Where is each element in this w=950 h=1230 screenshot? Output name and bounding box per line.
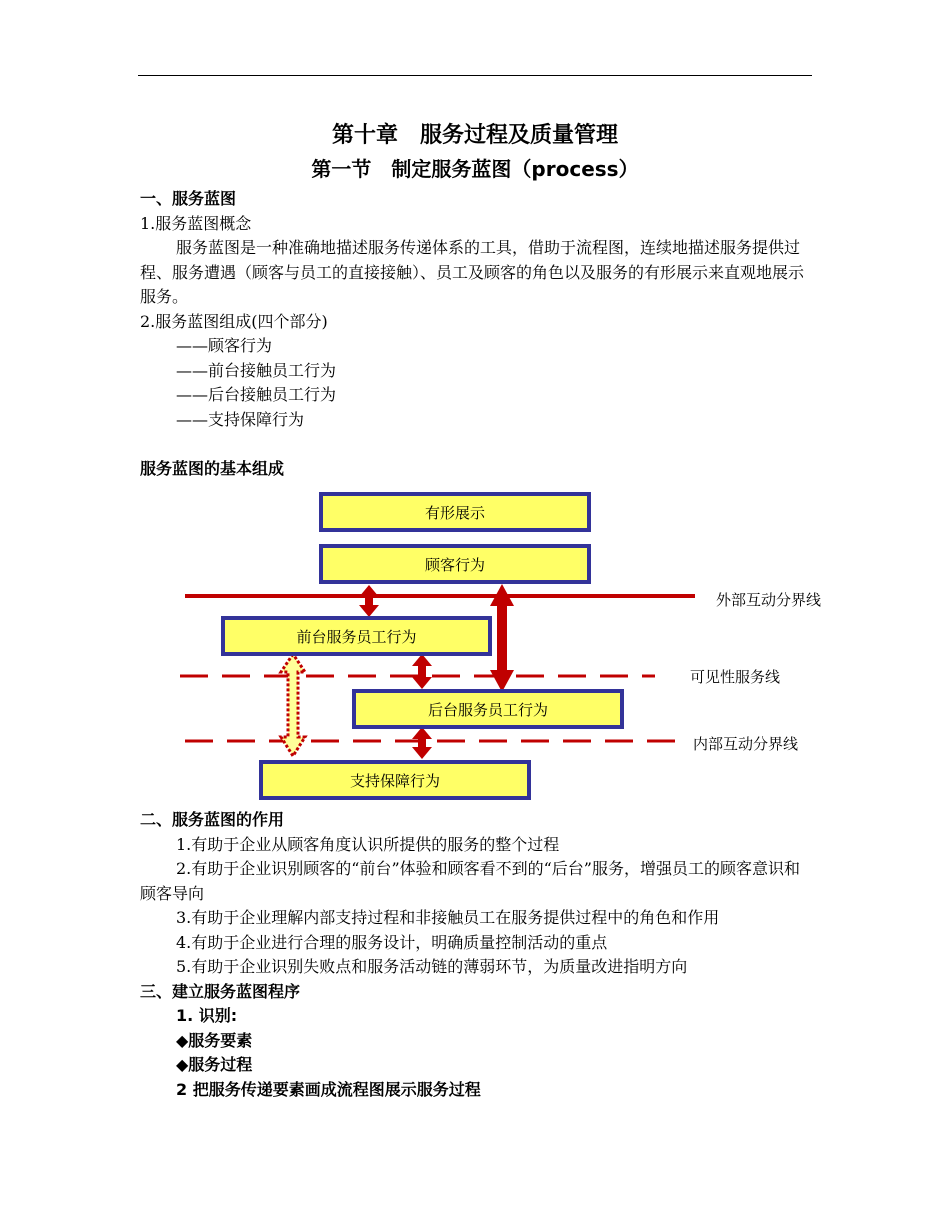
arrow-back-support bbox=[412, 727, 432, 759]
box-back-stage: 后台服务员工行为 bbox=[352, 689, 624, 729]
part-customer: ——顾客行为 bbox=[176, 336, 273, 355]
box-physical-evidence: 有形展示 bbox=[319, 492, 591, 532]
arrow-front-support-dotted bbox=[281, 654, 305, 756]
s1-paragraph: 服务蓝图是一种准确地描述服务传递体系的工具，借助于流程图，连续地描述服务提供过程、服务遭遇（顾客与员工的直接接触）、员工及顾客的角色以及服务的有形展示来直观地展示服务。 bbox=[140, 238, 805, 306]
s2-item2: 2.有助于企业识别顾客的“前台”体验和顾客看不到的“后台”服务，增强员工的顾客意识和顾客导向 bbox=[140, 859, 800, 903]
arrow-customer-front bbox=[359, 585, 379, 617]
s2-item1: 1.有助于企业从顾客角度认识所提供的服务的整个过程 bbox=[176, 834, 560, 854]
label-interaction-line: 外部互动分界线 bbox=[716, 591, 822, 609]
label-visibility-line: 可见性服务线 bbox=[690, 668, 781, 686]
section-title: 第一节 制定服务蓝图（process） bbox=[311, 157, 639, 181]
s1-item2: 2.服务蓝图组成(四个部分) bbox=[140, 311, 328, 331]
s3-step1: 1. 识别: bbox=[176, 1006, 238, 1025]
part-front: ——前台接触员工行为 bbox=[176, 360, 337, 380]
label-internal-line: 内部互动分界线 bbox=[693, 735, 799, 753]
s2-item5: 5.有助于企业识别失败点和服务活动链的薄弱环节，为质量改进指明方向 bbox=[176, 957, 688, 976]
s3-heading: 三、建立服务蓝图程序 bbox=[140, 981, 301, 1001]
s1-item1: 1.服务蓝图概念 bbox=[140, 213, 252, 233]
chapter-title: 第十章 服务过程及质量管理 bbox=[331, 123, 618, 148]
section-two-three bbox=[140, 808, 812, 1102]
s1-heading: 一、服务蓝图 bbox=[140, 189, 237, 208]
header-rule bbox=[138, 75, 812, 76]
box-support-processes: 支持保障行为 bbox=[259, 760, 531, 800]
box-customer-actions: 顾客行为 bbox=[319, 544, 591, 584]
part-back: ——后台接触员工行为 bbox=[176, 385, 337, 404]
s2-item3: 3.有助于企业理解内部支持过程和非接触员工在服务提供过程中的角色和作用 bbox=[176, 908, 720, 927]
box-front-stage: 前台服务员工行为 bbox=[221, 616, 492, 656]
s2-item4: 4.有助于企业进行合理的服务设计，明确质量控制活动的重点 bbox=[176, 932, 608, 952]
part-support: ——支持保障行为 bbox=[176, 409, 305, 429]
diagram-heading: 服务蓝图的基本组成 bbox=[140, 459, 285, 478]
s3-bullet1: ◆服务要素 bbox=[176, 1030, 253, 1050]
section-one bbox=[140, 187, 812, 482]
arrow-customer-back bbox=[490, 584, 514, 692]
s3-step2: 2 把服务传递要素画成流程图展示服务过程 bbox=[176, 1079, 481, 1099]
arrow-front-back bbox=[412, 654, 432, 689]
s3-bullet2: ◆服务过程 bbox=[176, 1055, 253, 1074]
s2-heading: 二、服务蓝图的作用 bbox=[140, 810, 285, 829]
